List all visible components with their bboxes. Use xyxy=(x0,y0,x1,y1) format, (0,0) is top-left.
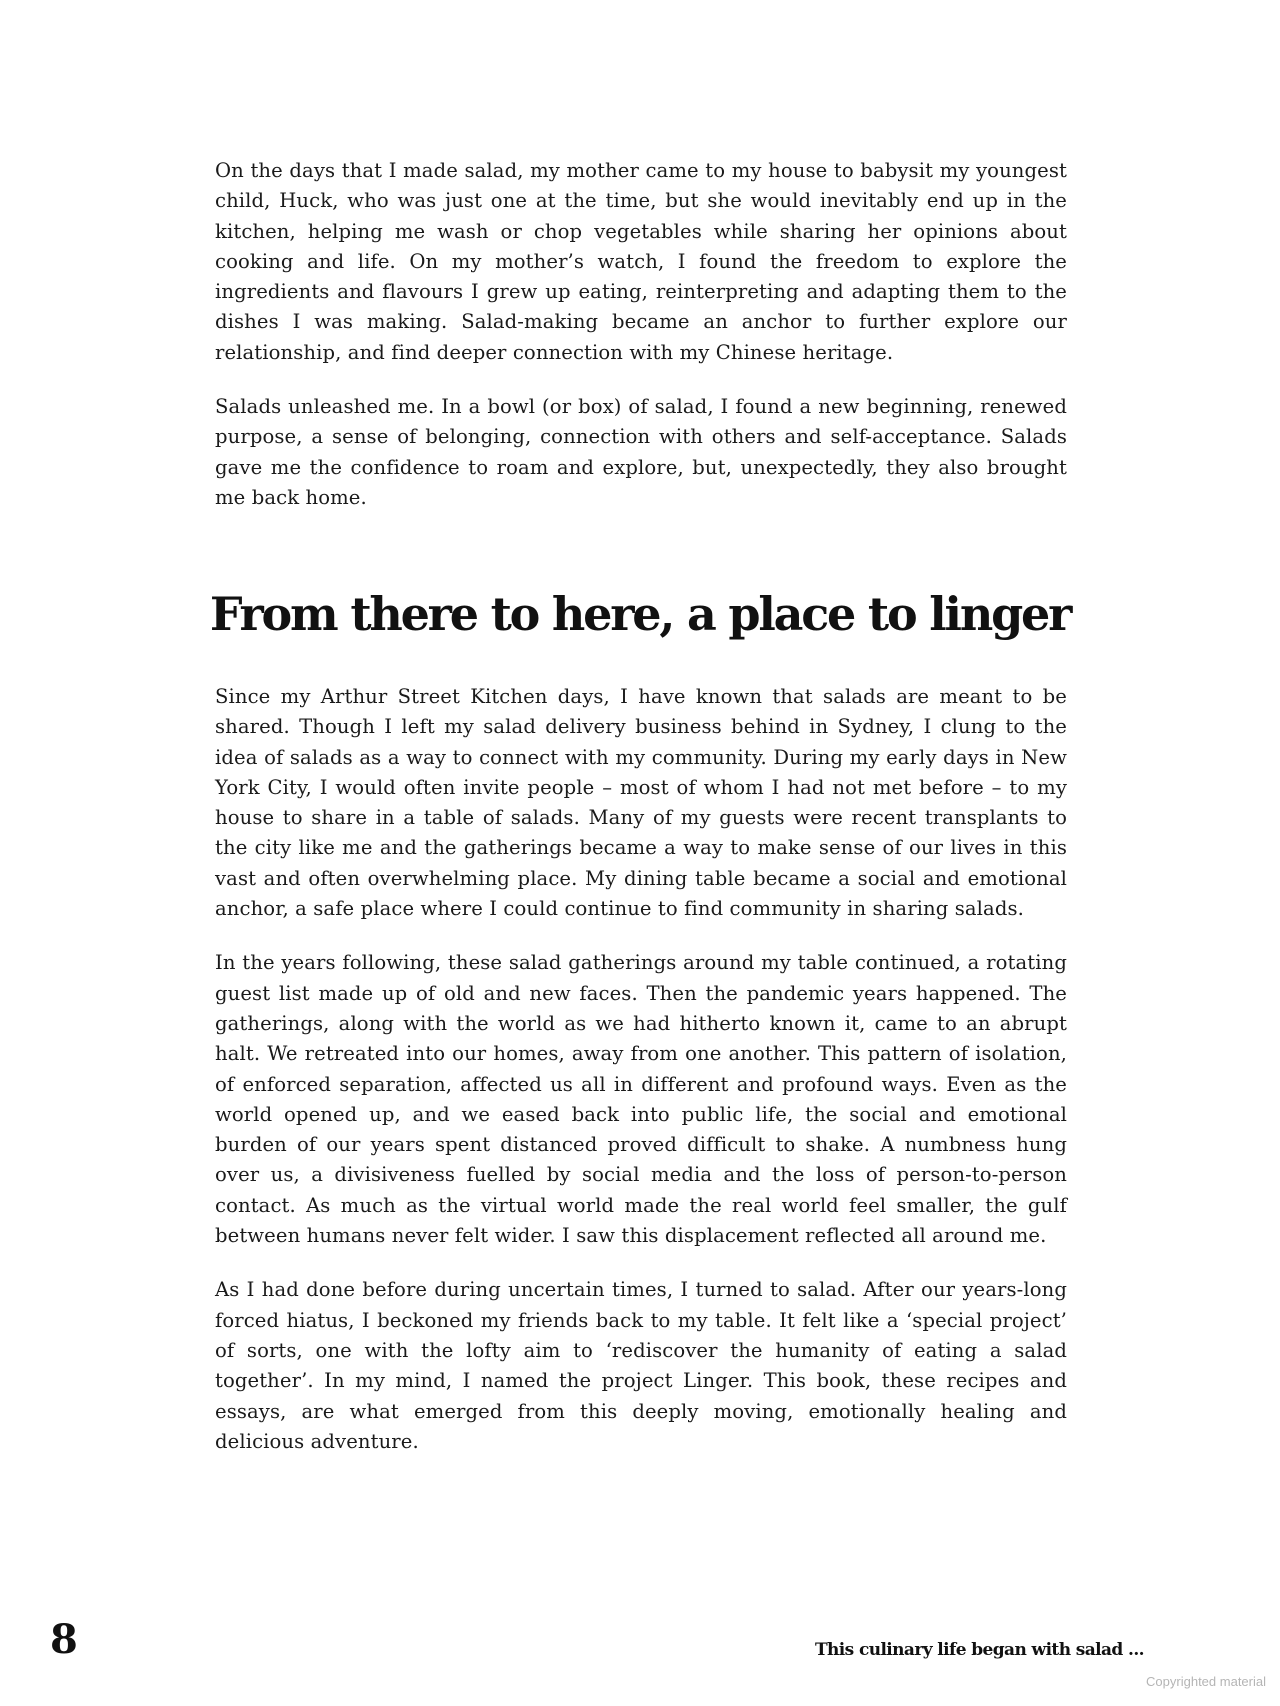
body-paragraph: On the days that I made salad, my mother came to my house to babysit my youngest child, Huck, who was just one at the time, but she would inevitably end up in the kitchen, helping me wash or chop vegetables while sharing her opinions about cooking and life. On my mother’s watch, I found the freedom to explore the ingredients and flavours I grew up eating, reinterpreting and adapting them to the dishes I was making. Salad-making became an anchor to further explore our relationship, and find deeper connection with my Chinese heritage. xyxy=(215,159,1067,364)
body-paragraph: In the years following, these salad gatherings around my table continued, a rotating guest list made up of old and new faces. Then the pandemic years happened. The gatherings, along with the world as we had hitherto known it, came to an abrupt halt. We retreated into our homes, away from one another. This pattern of isolation, of enforced separation, affected us all in different and profound ways. Even as the world opened up, and we eased back into public life, the social and emotional burden of our years spent distanced proved difficult to shake. A numbness hung over us, a divisiveness fuelled by social media and the loss of person-to-person contact. As much as the virtual world made the real world feel smaller, the gulf between humans never felt wider. I saw this displacement reflected all around me. xyxy=(215,951,1067,1248)
body-paragraph: As I had done before during uncertain times, I turned to salad. After our years-long forced hiatus, I beckoned my friends back to my table. It felt like a ‘special project’ of sorts, one with the lofty aim to ‘rediscover the humanity of eating a salad together’. In my mind, I named the project Linger. This book, these recipes and essays, are what emerged from this deeply moving, emotionally healing and delicious adventure. xyxy=(215,1278,1067,1453)
section-text-block xyxy=(215,682,1067,1457)
intro-text-block xyxy=(215,156,1067,513)
copyright-notice: Copyrighted material xyxy=(1146,1674,1266,1689)
running-footer-title: This culinary life began with salad ... xyxy=(814,1640,1144,1660)
section-heading: From there to here, a place to linger xyxy=(209,587,1071,641)
body-paragraph: Salads unleashed me. In a bowl (or box) of salad, I found a new beginning, renewed purpose, a sense of belonging, connection with others and self-acceptance. Salads gave me the confidence to roam and explore, but, unexpectedly, they also brought me back home. xyxy=(215,395,1067,509)
body-paragraph: Since my Arthur Street Kitchen days, I have known that salads are meant to be shared. Though I left my salad delivery business behind in Sydney, I clung to the idea of salads as a way to connect with my community. During my early days in New York City, I would often invite people – most of whom I had not met before – to my house to share in a table of salads. Many of my guests were recent transplants to the city like me and the gatherings became a way to make sense of our lives in this vast and often overwhelming place. My dining table became a social and emotional anchor, a safe place where I could continue to find community in sharing salads. xyxy=(215,685,1067,921)
page-number: 8 xyxy=(50,1616,78,1663)
